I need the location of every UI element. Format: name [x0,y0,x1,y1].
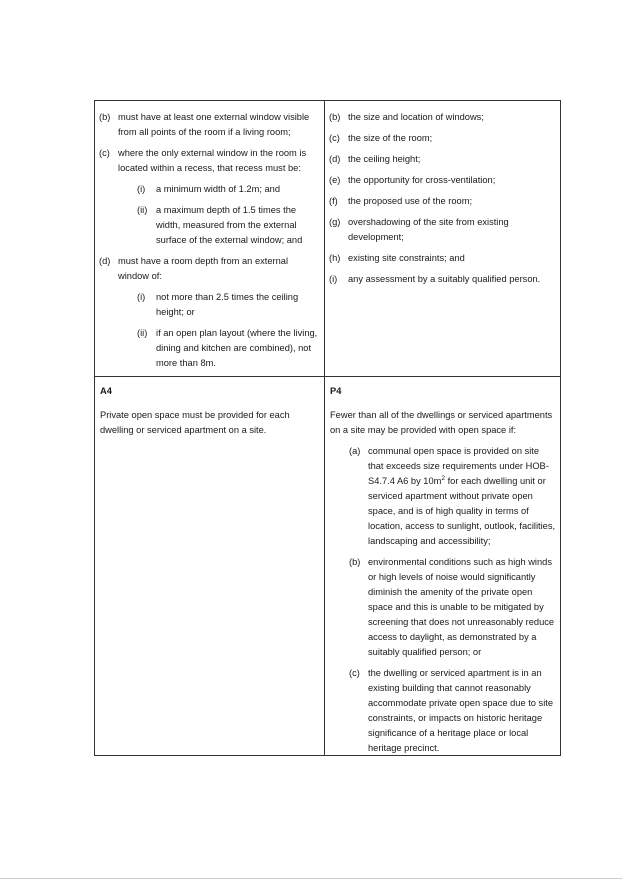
list-item [329,110,556,125]
item-marker: (b) [329,112,341,122]
list-item [329,173,556,188]
item-text: where the only external window in the room is located within a recess, that recess must be: [118,148,307,173]
list-item [329,131,556,146]
performance-criteria-cell-p4 [325,377,560,755]
item-marker: (i) [329,274,338,284]
list-item [349,444,556,549]
item-text-start: communal open space is provided on site that exceeds size requirements under HOB-S4.7.4 A6 by 10m [368,446,549,486]
item-marker: (d) [329,154,341,164]
item-marker: (c) [99,148,110,158]
superscript: 2 [441,474,446,482]
list-item [329,152,556,167]
sub-item-text: not more than 2.5 times the ceiling height; or [156,292,299,317]
list-item [349,555,556,660]
sub-item-text: if an open plan layout (where the living, dining and kitchen are combined), not more than 8m. [156,328,318,368]
item-marker: (b) [99,112,111,122]
item-text: the proposed use of the room; [348,196,473,206]
performance-criteria-cell-top [325,101,560,376]
item-marker: (f) [329,196,338,206]
list-item [329,251,556,266]
item-text: must have a room depth from an external window of: [118,256,289,281]
item-marker: (c) [349,668,360,678]
sub-item-text: a minimum width of 1.2m; and [156,184,281,194]
item-text: the size and location of windows; [348,112,484,122]
item-marker: (c) [329,133,340,143]
list-item [99,146,320,176]
sub-item-marker: (ii) [137,328,148,338]
item-marker: (a) [349,446,361,456]
list-item [349,666,556,756]
clause-heading: A4 [100,386,112,396]
item-text [368,444,556,549]
sub-item-text: a maximum depth of 1.5 times the width, measured from the external surface of the external window; and [156,205,303,245]
sub-item-marker: (i) [137,184,146,194]
sub-list-item [137,182,320,197]
item-text: any assessment by a suitably qualified person. [348,274,541,284]
list-item [329,194,556,209]
clause-text: Private open space must be provided for each dwelling or serviced apartment on a site. [100,410,290,435]
clause-heading: P4 [330,386,342,396]
sub-list-item [137,203,320,248]
item-marker: (d) [99,256,111,266]
list-item [329,272,556,287]
criteria-list [349,444,556,756]
item-text: the dwelling or serviced apartment is in an existing building that cannot reasonably accommodate private open space due to site constraints, or impacts on historic heritage significance of a heritage place or local heritage precinct. [368,668,554,753]
criteria-table [94,100,561,756]
list-item [99,254,320,284]
item-text: must have at least one external window visible from all points of the room if a living room; [118,112,310,137]
clause-intro: Fewer than all of the dwellings or serviced apartments on a site may be provided with open space if: [330,410,553,435]
item-text-end: for each dwelling unit or serviced apartment without private open space, and is of high quality in terms of location, access to sunlight, outlook, facilities, landscaping and accessibility; [368,476,556,546]
page-bottom-edge [0,878,622,879]
item-text: the size of the room; [348,133,433,143]
item-marker: (e) [329,175,341,185]
item-text: the opportunity for cross-ventilation; [348,175,496,185]
item-marker: (g) [329,217,341,227]
sub-item-marker: (i) [137,292,146,302]
acceptable-solution-cell-a4 [95,377,324,755]
item-marker: (b) [349,557,361,567]
item-text: overshadowing of the site from existing development; [348,217,509,242]
sub-list-item [137,290,320,320]
item-marker: (h) [329,253,341,263]
item-text: the ceiling height; [348,154,421,164]
sub-list-item [137,326,320,371]
item-text: environmental conditions such as high winds or high levels of noise would significantly diminish the amenity of the private open space and this is unable to be mitigated by screening that does not unreasonably reduce access to daylight, as demonstrated by a suitably qualified person; or [368,557,555,657]
sub-item-marker: (ii) [137,205,148,215]
item-text: existing site constraints; and [348,253,465,263]
acceptable-solution-cell-top [95,101,324,376]
list-item [99,110,320,140]
list-item [329,215,556,245]
